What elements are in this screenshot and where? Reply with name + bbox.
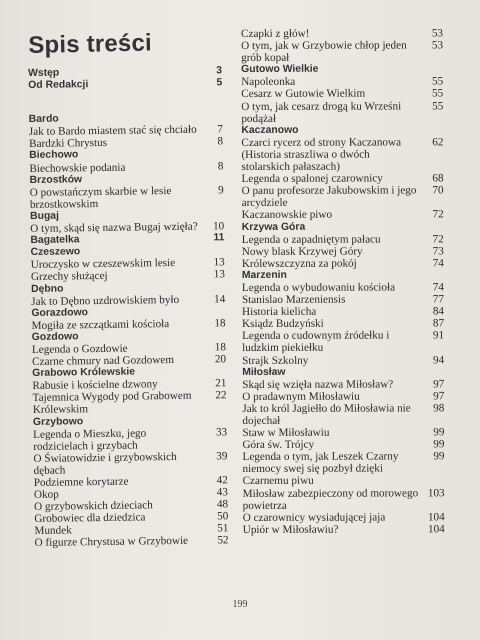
toc-entry-page: 7 [217,123,223,136]
toc-entry [242,185,444,210]
toc-entry [241,27,443,40]
toc-entry-title: Bardo [28,113,59,126]
toc-entry-title: Gutowo Wielkie [241,64,319,76]
toc-entry-page: 10 [212,220,225,233]
toc-column-right [241,27,445,536]
toc-entry [241,136,443,173]
toc-entry-title: O grzybowskich dzieciach [34,499,153,514]
toc-entry-page: 39 [216,450,228,463]
toc-entry [243,523,445,536]
toc-entry-title: Grobowiec dla dziedzica [34,511,146,526]
toc-entry-title: Uroczysko w czeszewskim lesie [30,257,176,272]
toc-section-heading [242,269,444,282]
toc-entry-page: 74 [432,281,444,294]
toc-entry-title: Czarci rycerz od strony Kaczanowa (Historia straszliwa o dwóch stolarskich pałaszach) [241,136,402,174]
toc-entry [242,293,444,306]
toc-entry [241,39,443,64]
toc-entry-page: 94 [432,353,445,366]
toc-entry-title: Stanislao Marzeniensis [241,293,346,307]
toc-entry-page: 9 [218,184,224,197]
toc-entry-page: 50 [217,510,229,523]
toc-entry-page: 55 [431,75,444,88]
toc-entry-page: 72 [432,208,444,221]
toc-entry-page: 3 [216,65,223,77]
toc-entry-title: Miłosław zabezpieczony od morowego powietrza [242,486,419,512]
toc-entry-title: Bagatelka [30,234,80,247]
toc-entry [242,245,444,258]
toc-entry-title: Dębno [31,283,64,295]
toc-entry-page: 13 [213,268,225,281]
toc-entry-title: O figurze Chrystusa w Grzybowie [34,535,189,550]
toc-entry-page: 18 [214,317,226,330]
toc-entry-page: 62 [432,136,444,149]
toc-entry-page: 97 [433,390,445,403]
toc-entry-title: Tajemnica Wygody pod Grabowem Królewskim [32,390,192,417]
toc-entry [242,209,444,222]
toc-entry [242,378,444,391]
toc-entry-title: Bugaj [29,210,60,222]
toc-entry [241,88,443,101]
toc-entry-page: 70 [432,184,444,197]
toc-entry [242,305,444,318]
toc-entry [241,100,443,125]
toc-entry-page: 8 [217,159,224,172]
toc-column-left [28,65,229,549]
toc-entry-page: 43 [216,486,229,499]
toc-entry [33,390,227,417]
toc-section-heading [241,124,443,137]
toc-entry-title: Grzybowo [32,415,84,428]
toc-entry-title: Wstęp [28,67,60,79]
toc-entry [33,450,227,477]
toc-entry-title: Jak to król Jagiełło do Miłosławia nie dojechał [242,402,411,427]
toc-entry [242,451,444,488]
toc-entry-title: Gorazdowo [31,306,89,319]
toc-entry [242,438,444,451]
toc-entry-title: Legenda o zapadniętym pałacu [241,233,381,246]
toc-entry-page: 11 [213,232,225,244]
toc-entry-title: Królewszczyzna za pokój [241,257,357,270]
toc-entry-title: Góra św. Trójcy [242,438,315,452]
toc-entry-page: 72 [432,232,444,245]
page-number: 199 [232,599,248,610]
toc-entry-page: 103 [427,486,445,499]
toc-entry [242,172,444,185]
toc-entry-title: O tym, skąd się nazwa Bugaj wzięła? [30,220,198,236]
toc-entry-page: 33 [215,425,228,439]
toc-entry-page: 13 [213,256,225,269]
toc-entry-title: Mundek [34,524,72,538]
toc-entry-page: 8 [217,135,224,148]
toc-entry-page: 99 [433,450,445,463]
toc-entry-title: Marzenin [241,269,287,281]
toc-entry [35,535,229,550]
toc-entry-title: Grabowo Królewskie [32,366,136,380]
toc-entry-title: Czeszewo [30,246,81,259]
toc-entry-title: Od Redakcji [28,79,89,92]
toc-entry-title: O panu profesorze Jakubowskim i jego arcydziele [241,184,417,210]
toc-entry-page: 21 [215,377,227,390]
toc-entry-title: Gozdowo [31,331,79,343]
toc-entry-page: 98 [433,402,445,415]
toc-entry [242,354,444,367]
toc-entry [30,184,224,211]
toc-entry-title: Mogiła ze szczątkami kościoła [31,317,170,332]
page-title: Spis treści [28,29,153,59]
toc-entry-title: Cesarz w Gutowie Wielkim [241,88,366,101]
toc-entry-page: 97 [433,378,445,391]
toc-entry-title: Ksiądz Budzyński [242,317,324,331]
toc-entry [242,281,444,294]
toc-entry-title: Okop [33,488,59,502]
toc-entry [242,233,444,246]
toc-entry-title: Upiór w Miłosławiu? [242,523,339,536]
toc-entry [242,402,444,427]
toc-entry-title: Nowy blask Krzywej Góry [241,245,363,258]
toc-entry-title: O Światowidzie i grzybowskich dębach [33,450,177,477]
toc-entry-page: 99 [433,438,445,451]
toc-entry-title: Kaczanowo [241,124,299,136]
toc-section-heading [242,221,444,234]
toc-entry-page: 14 [213,292,226,306]
toc-entry-title: O tym, jak cesarz drogą ku Wrześni podążał [241,100,402,125]
toc-entry-page: 99 [433,426,445,439]
toc-entry-title: Strajk Szkolny [242,354,309,367]
toc-entry-title: O tym, jak w Grzybowie chłop jeden grób kopał [241,39,407,65]
toc-entry-title: Podziemne korytarze [33,475,129,489]
toc-entry [242,330,444,355]
toc-entry-title: Legenda o Gozdowie [31,342,128,356]
toc-entry [242,390,444,403]
toc-entry-page: 55 [432,99,444,112]
toc-entry-title: Miłosław [242,366,286,378]
toc-entry-page: 20 [214,353,227,366]
toc-entry-title: O powstańczym skarbie w lesie brzostkowskim [29,184,172,211]
toc-entry-page: 5 [216,77,223,89]
toc-entry-title: Jak to Dębno uzdrowiskiem było [31,293,180,308]
toc-entry [243,511,445,524]
toc-section-heading [241,64,443,77]
toc-entry-title: Skąd się wzięła nazwa Miłosław? [242,378,394,391]
toc-entry-title: Kaczanowskie piwo [241,209,333,222]
toc-entry-page: 51 [217,522,229,535]
toc-entry [242,318,444,331]
toc-entry-page: 73 [432,244,444,258]
toc-entry-page: 52 [217,534,229,547]
toc-entry-title: O czarownicy wysiadującej jaja [242,511,386,524]
toc-entry-title: Bardzki Chrystus [28,137,108,151]
toc-entry-title: Brzostków [29,173,83,186]
toc-section-heading [242,366,444,379]
toc-entry-title: Staw w Miłosławiu [242,426,330,440]
toc-entry [241,76,443,89]
toc-entry-title: Czarne chmury nad Gozdowem [32,354,175,369]
toc-entry-page: 48 [216,498,229,511]
toc-entry-page: 18 [214,341,227,354]
toc-entry-page: 42 [216,474,228,487]
toc-entry-page: 53 [431,27,444,40]
toc-entry-title: Grzechy służącej [30,270,108,284]
toc-entry-title: Napoleonka [241,76,296,89]
toc-entry-title: Krzywa Góra [241,221,306,233]
toc-entry-title: Biechowo [29,149,79,162]
toc-entry-title: Legenda o Mieszku, jego rodzicielach i grzybach [33,427,147,453]
toc-entry-title: Legenda o wybudowaniu kościoła [241,281,396,294]
toc-entry-page: 77 [432,293,444,306]
toc-entry-title: Czapki z głów! [241,27,310,40]
toc-entry [243,487,445,512]
toc-entry-title: Rabusie i kościelne dzwony [32,378,158,393]
toc-entry-page: 55 [432,87,444,100]
toc-entry-page: 104 [427,523,445,536]
toc-entry [242,426,444,439]
toc-entry [242,257,444,270]
toc-entry-title: Historia kielicha [241,305,317,319]
toc-entry-title: Biechowskie podania [29,161,126,175]
toc-entry-page: 53 [431,39,444,52]
toc-entry-page: 74 [432,257,444,270]
toc-entry-page: 87 [432,317,445,330]
toc-entry [33,426,227,453]
toc-entry-title: Legenda o tym, jak Leszek Czarny niemocy swej się pozbył dzięki Czarnemu piwu [242,450,399,488]
toc-entry-page: 104 [427,511,445,524]
toc-entry-page: 68 [432,172,444,185]
toc-entry-title: Jak to Bardo miastem stać się chciało [28,123,197,139]
toc-entry-page: 84 [432,305,445,318]
toc-entry-title: Legenda o spalonej czarownicy [241,172,383,186]
toc-entry-title: O pradawnym Miłosławiu [242,390,360,403]
toc-entry-title: Legenda o cudownym źródełku i ludzkim piekiełku [242,329,390,355]
toc-entry-page: 91 [432,329,445,342]
section-spacer [28,89,222,114]
toc-entry-page: 22 [215,389,227,402]
